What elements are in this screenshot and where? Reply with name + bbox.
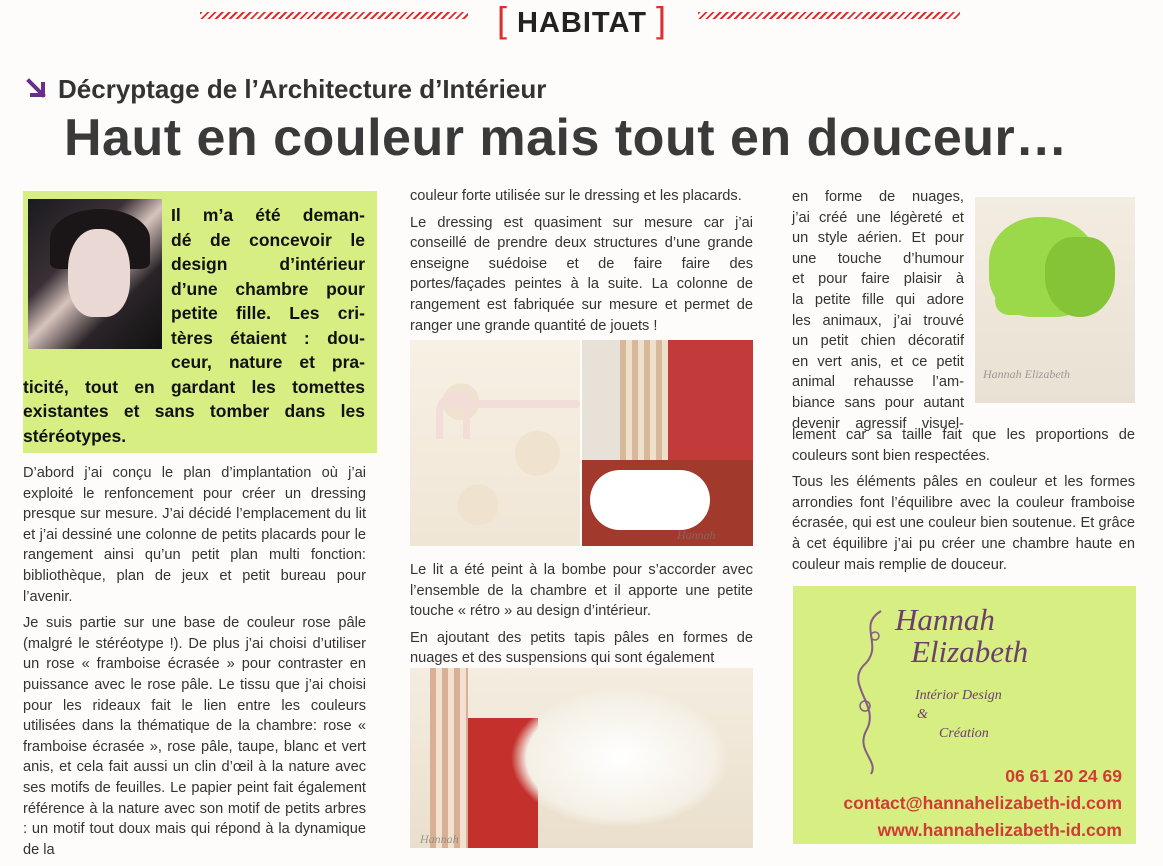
contact-card — [793, 586, 1136, 844]
text-line: la petite fille qui adore — [792, 291, 964, 308]
logo-name-first: Hannah — [895, 602, 995, 637]
text-line: en vert anis, et ce petit — [792, 353, 964, 370]
intro-line: petite fille. Les cri- — [171, 303, 365, 323]
intro-line: ticité, tout en gardant les tomettes — [23, 376, 365, 397]
bracket-open: [ — [496, 0, 508, 40]
article-column-1 — [23, 463, 366, 866]
text-line: un petit chien décoratif — [792, 333, 964, 350]
intro-line: stéréotypes. — [23, 425, 127, 446]
paragraph: Le dressing est quasiment sur mesure car j’ai conseillé de prendre deux structures d’une grande enseigne suédoise et de faire faire des portes/façades peintes à la suite. La colonne de rangement est fabriquée sur mesure et permet de ranger une grande quantité de jouets ! — [410, 214, 753, 334]
text-line: biance sans pour autant — [792, 394, 964, 411]
logo-tagline-2: & — [917, 707, 928, 722]
photo-cloud-lamp — [410, 668, 753, 848]
intro-line: design d’intérieur — [171, 254, 365, 274]
article-column-2-top — [410, 186, 753, 342]
kicker-text: Décryptage de l’Architecture d’Intérieur — [58, 74, 547, 104]
email-link[interactable]: contact@hannahelizabeth-id.com — [843, 793, 1122, 813]
paragraph: D’abord j’ai conçu le plan d’implantation où j’ai exploité le renfoncement pour créer un dressing presque sur mesure. J’ai décidé l’emplacement du lit et j’ai dessiné une colonne de petits placards pour le rangement ainsi qu’un petit plan multi fonction: bibliothèque, plan de jeux et petit bureau pour l’avenir. — [23, 465, 366, 605]
paragraph: Je suis partie sur une base de couleur rose pâle (malgré le stéréotype !). De plus j’ai choisi d’utiliser un rose « framboise écrasée » pour contraster en puissance avec le rose pâle. Le tissu que j’ai choisi pour les rideaux fait le lien entre les couleurs utilisées dans la thématique de la chambre: rose « framboise écrasée », rose pâle, taupe, blanc et vert anis, et cela fait aussi un clin d’œil à la nature avec ses motifs de feuilles. Le papier peint fait également référence à la nature avec son motif de petits arbres : un motif tout doux mais qui répond à la dynamique de la — [23, 615, 366, 858]
text-line: et pour faire plaisir à — [792, 271, 964, 288]
text-line: en forme de nuages, — [792, 189, 964, 205]
phone-number[interactable]: 06 61 20 24 69 — [1005, 766, 1122, 786]
text-line: devenir agressif visuel- — [792, 415, 964, 432]
kicker — [26, 74, 546, 105]
intro-line: dé de concevoir le — [171, 229, 365, 250]
text-line: un style aérien. Et pour — [792, 230, 964, 247]
arrow-down-right-icon — [26, 78, 48, 100]
photo-wallpaper-bed — [410, 340, 580, 546]
dog-photo-watermark: Hannah Elizabeth — [983, 367, 1070, 381]
paragraph: lement car sa taille fait que les proportions de couleurs sont bien respectées. — [792, 427, 1135, 464]
website-link[interactable]: www.hannahelizabeth-id.com — [877, 820, 1122, 840]
intro-line: Il m’a été deman- — [171, 205, 365, 225]
header-rule-left — [200, 12, 468, 19]
intro-line: ceur, nature et pra- — [171, 352, 365, 372]
text-line: les animaux, j’ai trouvé — [792, 312, 964, 329]
intro-line: existantes et sans tomber dans les — [23, 401, 365, 421]
paragraph: Tous les éléments pâles en couleur et les formes arrondies font l’équilibre avec la couleur framboise écrasée, qui est une couleur bien soutenue. Et grâce à cet équilibre j’ai pu créer une chambre haute en couleur mais remplie de douceur. — [792, 474, 1135, 573]
paragraph: En ajoutant des petits tapis pâles en formes de nuages et des suspensions qui sont également — [410, 629, 753, 667]
article-column-2-bottom — [410, 560, 753, 675]
page-title: Haut en couleur mais tout en douceur… — [64, 109, 1068, 167]
section-label — [482, 0, 682, 40]
photo-green-dog — [975, 197, 1135, 403]
bracket-close: ] — [656, 0, 668, 40]
intro-box — [23, 191, 377, 453]
intro-line: d’une chambre pour — [171, 278, 365, 299]
section-title: HABITAT — [517, 7, 647, 39]
logo-tagline-1: Intérior Design — [915, 688, 1002, 703]
text-line: j’ai créé une légèreté et — [792, 209, 964, 226]
photo-watermark: Hannah — [420, 832, 459, 846]
paragraph: couleur forte utilisée sur le dressing et les placards. — [410, 188, 742, 204]
photo-watermark: Hannah — [677, 528, 716, 542]
logo-tagline-3: Création — [939, 726, 989, 741]
author-portrait — [28, 199, 162, 349]
photo-room-rug — [582, 340, 753, 546]
brand-logo — [867, 604, 1047, 743]
paragraph: Le lit a été peint à la bombe pour s’accorder avec l’ensemble de la chambre et il apporte une petite touche « rétro » au design d’intérieur. — [410, 562, 753, 620]
intro-line: tères étaient : dou- — [171, 327, 365, 348]
article-column-3-wide — [792, 425, 1135, 581]
logo-name-last: Elizabeth — [911, 634, 1029, 669]
header-rule-right — [698, 12, 960, 19]
text-line: animal rehausse l’am- — [792, 374, 964, 391]
article-column-3-narrow — [792, 187, 964, 434]
text-line: une touche d’humour — [792, 250, 964, 267]
